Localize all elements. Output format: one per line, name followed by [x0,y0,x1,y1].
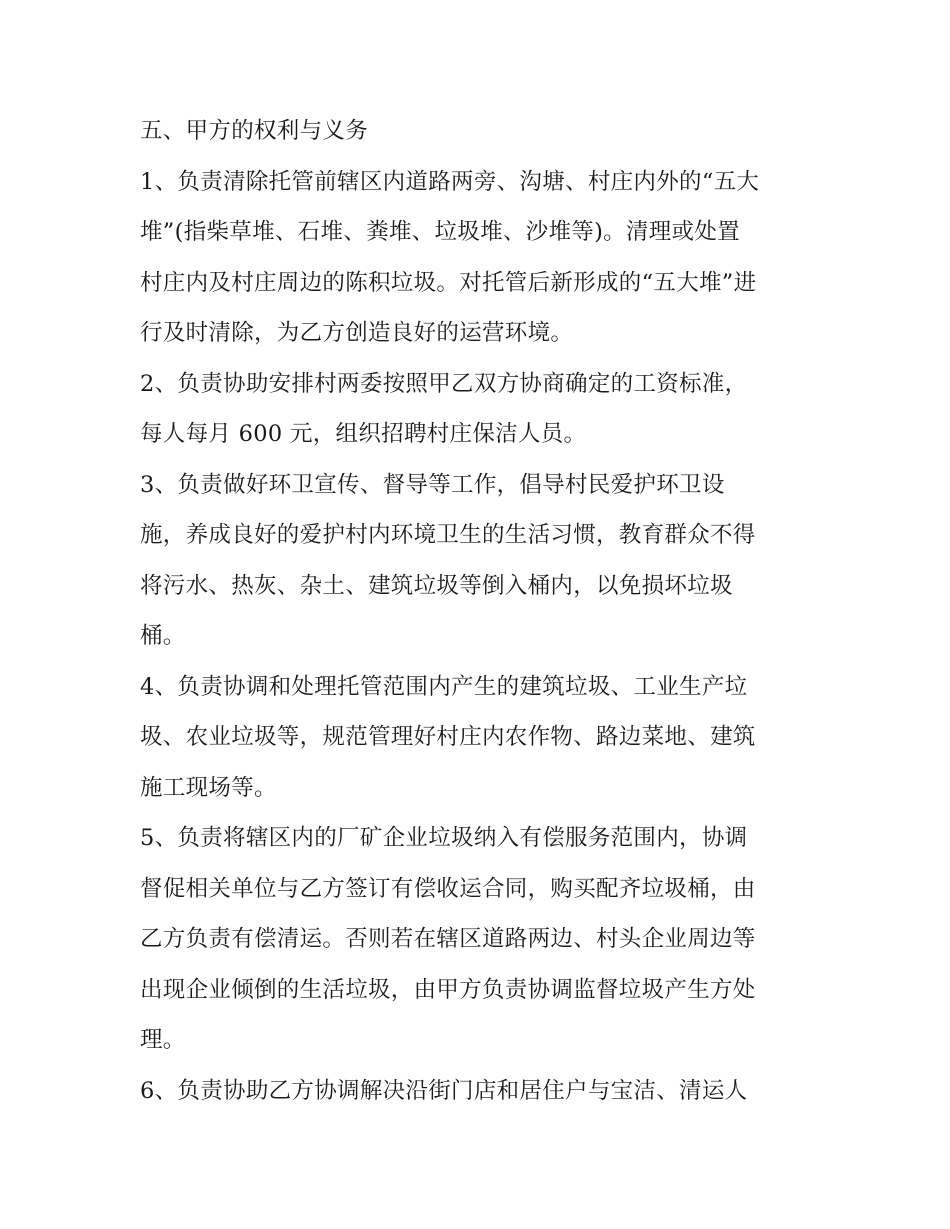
clause-2-line-2: 每人每月 600 元，组织招聘村庄保洁人员。 [140,421,587,447]
clause-1-line-2: 堆”(指柴草堆、石堆、粪堆、垃圾堆、沙堆等)。清理或处置 [140,219,740,245]
clause-5-line-1: 5、负责将辖区内的厂矿企业垃圾纳入有偿服务范围内，协调 [140,825,748,851]
clause-3-line-2: 施，养成良好的爱护村内环境卫生的生活习惯，教育群众不得 [140,522,756,548]
clause-5-line-2: 督促相关单位与乙方签订有偿收运合同，购买配齐垃圾桶，由 [140,875,756,902]
clause-6 [140,1066,820,1117]
clause-4-line-1: 4、负责协调和处理托管范围内产生的建筑垃圾、工业生产垃 [140,673,748,700]
clause-3 [140,460,820,662]
clause-5-line-3: 乙方负责有偿清运。否则若在辖区道路两边、村头企业周边等 [140,926,756,952]
clause-5-line-4: 出现企业倾倒的生活垃圾，由甲方负责协调监督垃圾产生方处 [140,976,756,1003]
heading-text: 五、甲方的权利与义务 [140,118,369,144]
clause-2-line-1: 2、负责协助安排村两委按照甲乙双方协商确定的工资标准， [140,370,748,397]
clause-4-line-2: 圾、农业垃圾等，规范管理好村庄内农作物、路边菜地、建筑 [140,724,756,750]
clause-1-line-3: 村庄内及村庄周边的陈积垃圾。对托管后新形成的“五大堆”进 [140,269,757,296]
clause-1 [140,157,820,359]
clause-4-line-3: 施工现场等。 [140,774,277,801]
clause-1-line-1: 1、负责清除托管前辖区内道路两旁、沟塘、村庄内外的“五大 [140,168,760,195]
clause-1-line-4: 行及时清除，为乙方创造良好的运营环境。 [140,320,574,346]
clause-4 [140,662,820,814]
clause-5-line-5: 理。 [140,1027,186,1053]
clause-3-line-3: 将污水、热灰、杂土、建筑垃圾等倒入桶内，以免损坏垃圾 [140,572,733,599]
document-body [140,106,820,1116]
clause-3-line-4: 桶。 [140,623,186,649]
clause-3-line-1: 3、负责做好环卫宣传、督导等工作，倡导村民爱护环卫设 [140,471,725,498]
section-heading [140,106,820,157]
clause-6-line-1: 6、负责协助乙方协调解决沿街门店和居住户与宝洁、清运人 [140,1077,748,1104]
clause-2 [140,359,820,460]
clause-5 [140,813,820,1066]
